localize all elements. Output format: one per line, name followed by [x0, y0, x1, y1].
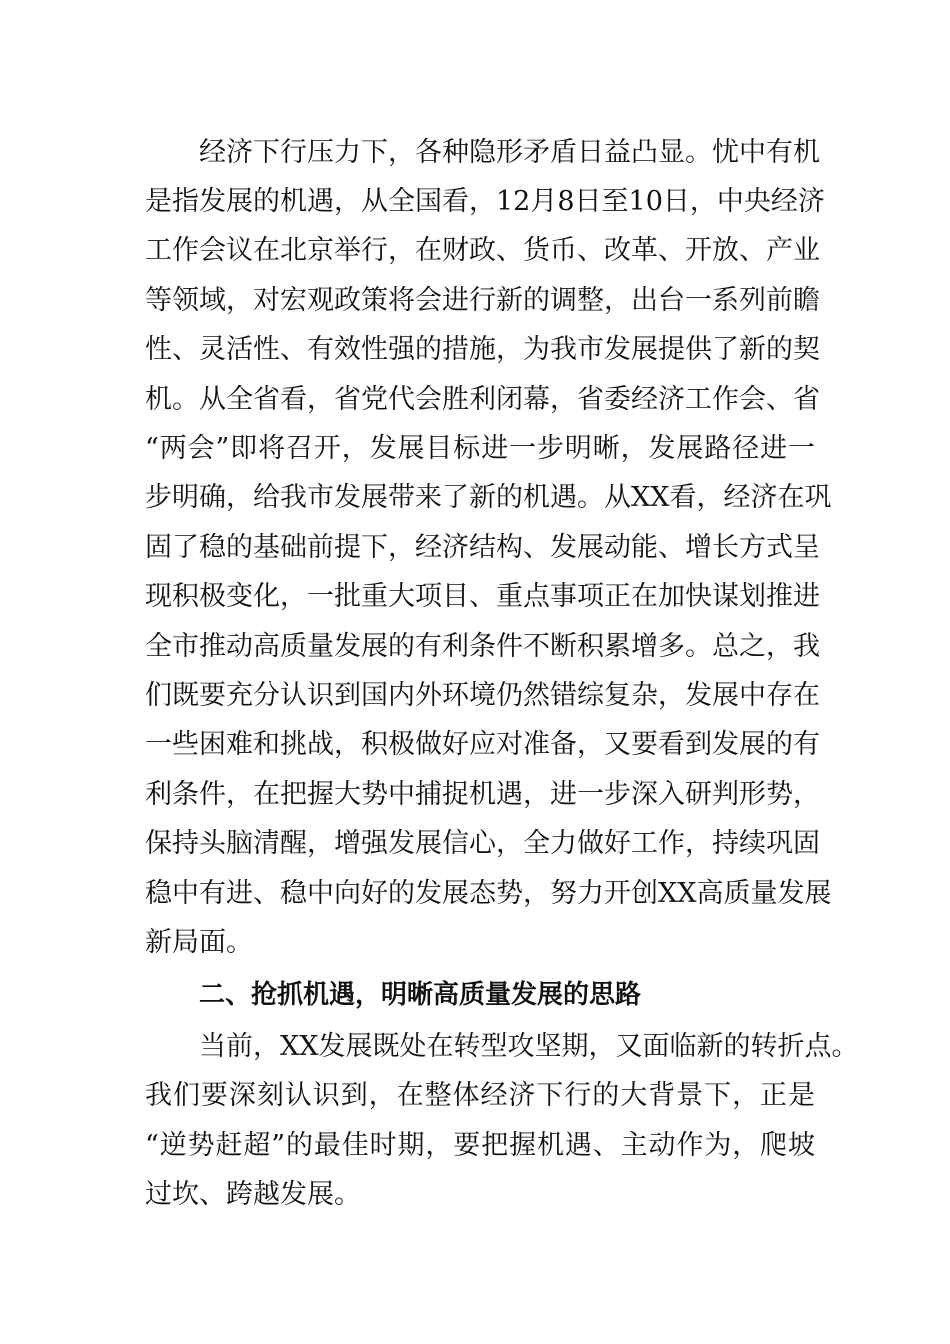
paragraph-1-line-4: 等领域，对宏观政策将会进行新的调整，出台一系列前瞻	[145, 285, 820, 316]
paragraph-1-line-5: 性、灵活性、有效性强的措施，为我市发展提供了新的契	[145, 334, 820, 365]
paragraph-1-line-11: 全市推动高质量发展的有利条件不断积累增多。总之，我	[145, 631, 820, 662]
paragraph-2-line-2: 我们要深刻认识到，在整体经济下行的大背景下，正是	[145, 1080, 815, 1111]
paragraph-1-line-7: “两会”即将召开，发展目标进一步明晰，发展路径进一	[145, 433, 815, 464]
paragraph-1-line-16: 稳中有进、稳中向好的发展态势，努力开创XX高质量发展	[145, 878, 832, 909]
paragraph-2-line-3: “逆势赶超”的最佳时期，要把握机遇、主动作为，爬坡	[145, 1130, 815, 1161]
paragraph-1-line-3: 工作会议在北京举行，在财政、货币、改革、开放、产业	[145, 235, 820, 266]
paragraph-1-line-14: 利条件，在把握大势中捕捉机遇，进一步深入研判形势，	[145, 779, 820, 810]
paragraph-1-line-15: 保持头脑清醒，增强发展信心，全力做好工作，持续巩固	[145, 828, 820, 859]
paragraph-1-line-1: 经济下行压力下，各种隐形矛盾日益凸显。忧中有机	[199, 137, 820, 168]
paragraph-2-line-1: 当前，XX发展既处在转型攻坚期，又面临新的转折点。	[199, 1031, 859, 1062]
paragraph-1-line-17: 新局面。	[145, 927, 253, 958]
paragraph-2-line-4: 过坎、跨越发展。	[145, 1179, 361, 1210]
paragraph-1-line-12: 们既要充分认识到国内外环境仍然错综复杂，发展中存在	[145, 680, 820, 711]
paragraph-1-line-10: 现积极变化，一批重大项目、重点事项正在加快谋划推进	[145, 581, 820, 612]
paragraph-1-line-8: 步明确，给我市发展带来了新的机遇。从XX看，经济在巩	[145, 482, 832, 513]
paragraph-1-line-6: 机。从全省看，省党代会胜利闭幕，省委经济工作会、省	[145, 384, 820, 415]
section-heading: 二、抢抓机遇，明晰高质量发展的思路	[199, 980, 642, 1010]
paragraph-1-line-9: 固了稳的基础前提下，经济结构、发展动能、增长方式呈	[145, 532, 820, 563]
paragraph-1-line-13: 一些困难和挑战，积极做好应对准备，又要看到发展的有	[145, 729, 820, 760]
paragraph-1-line-2: 是指发展的机遇，从全国看，12月8日至10日，中央经济	[145, 186, 825, 217]
